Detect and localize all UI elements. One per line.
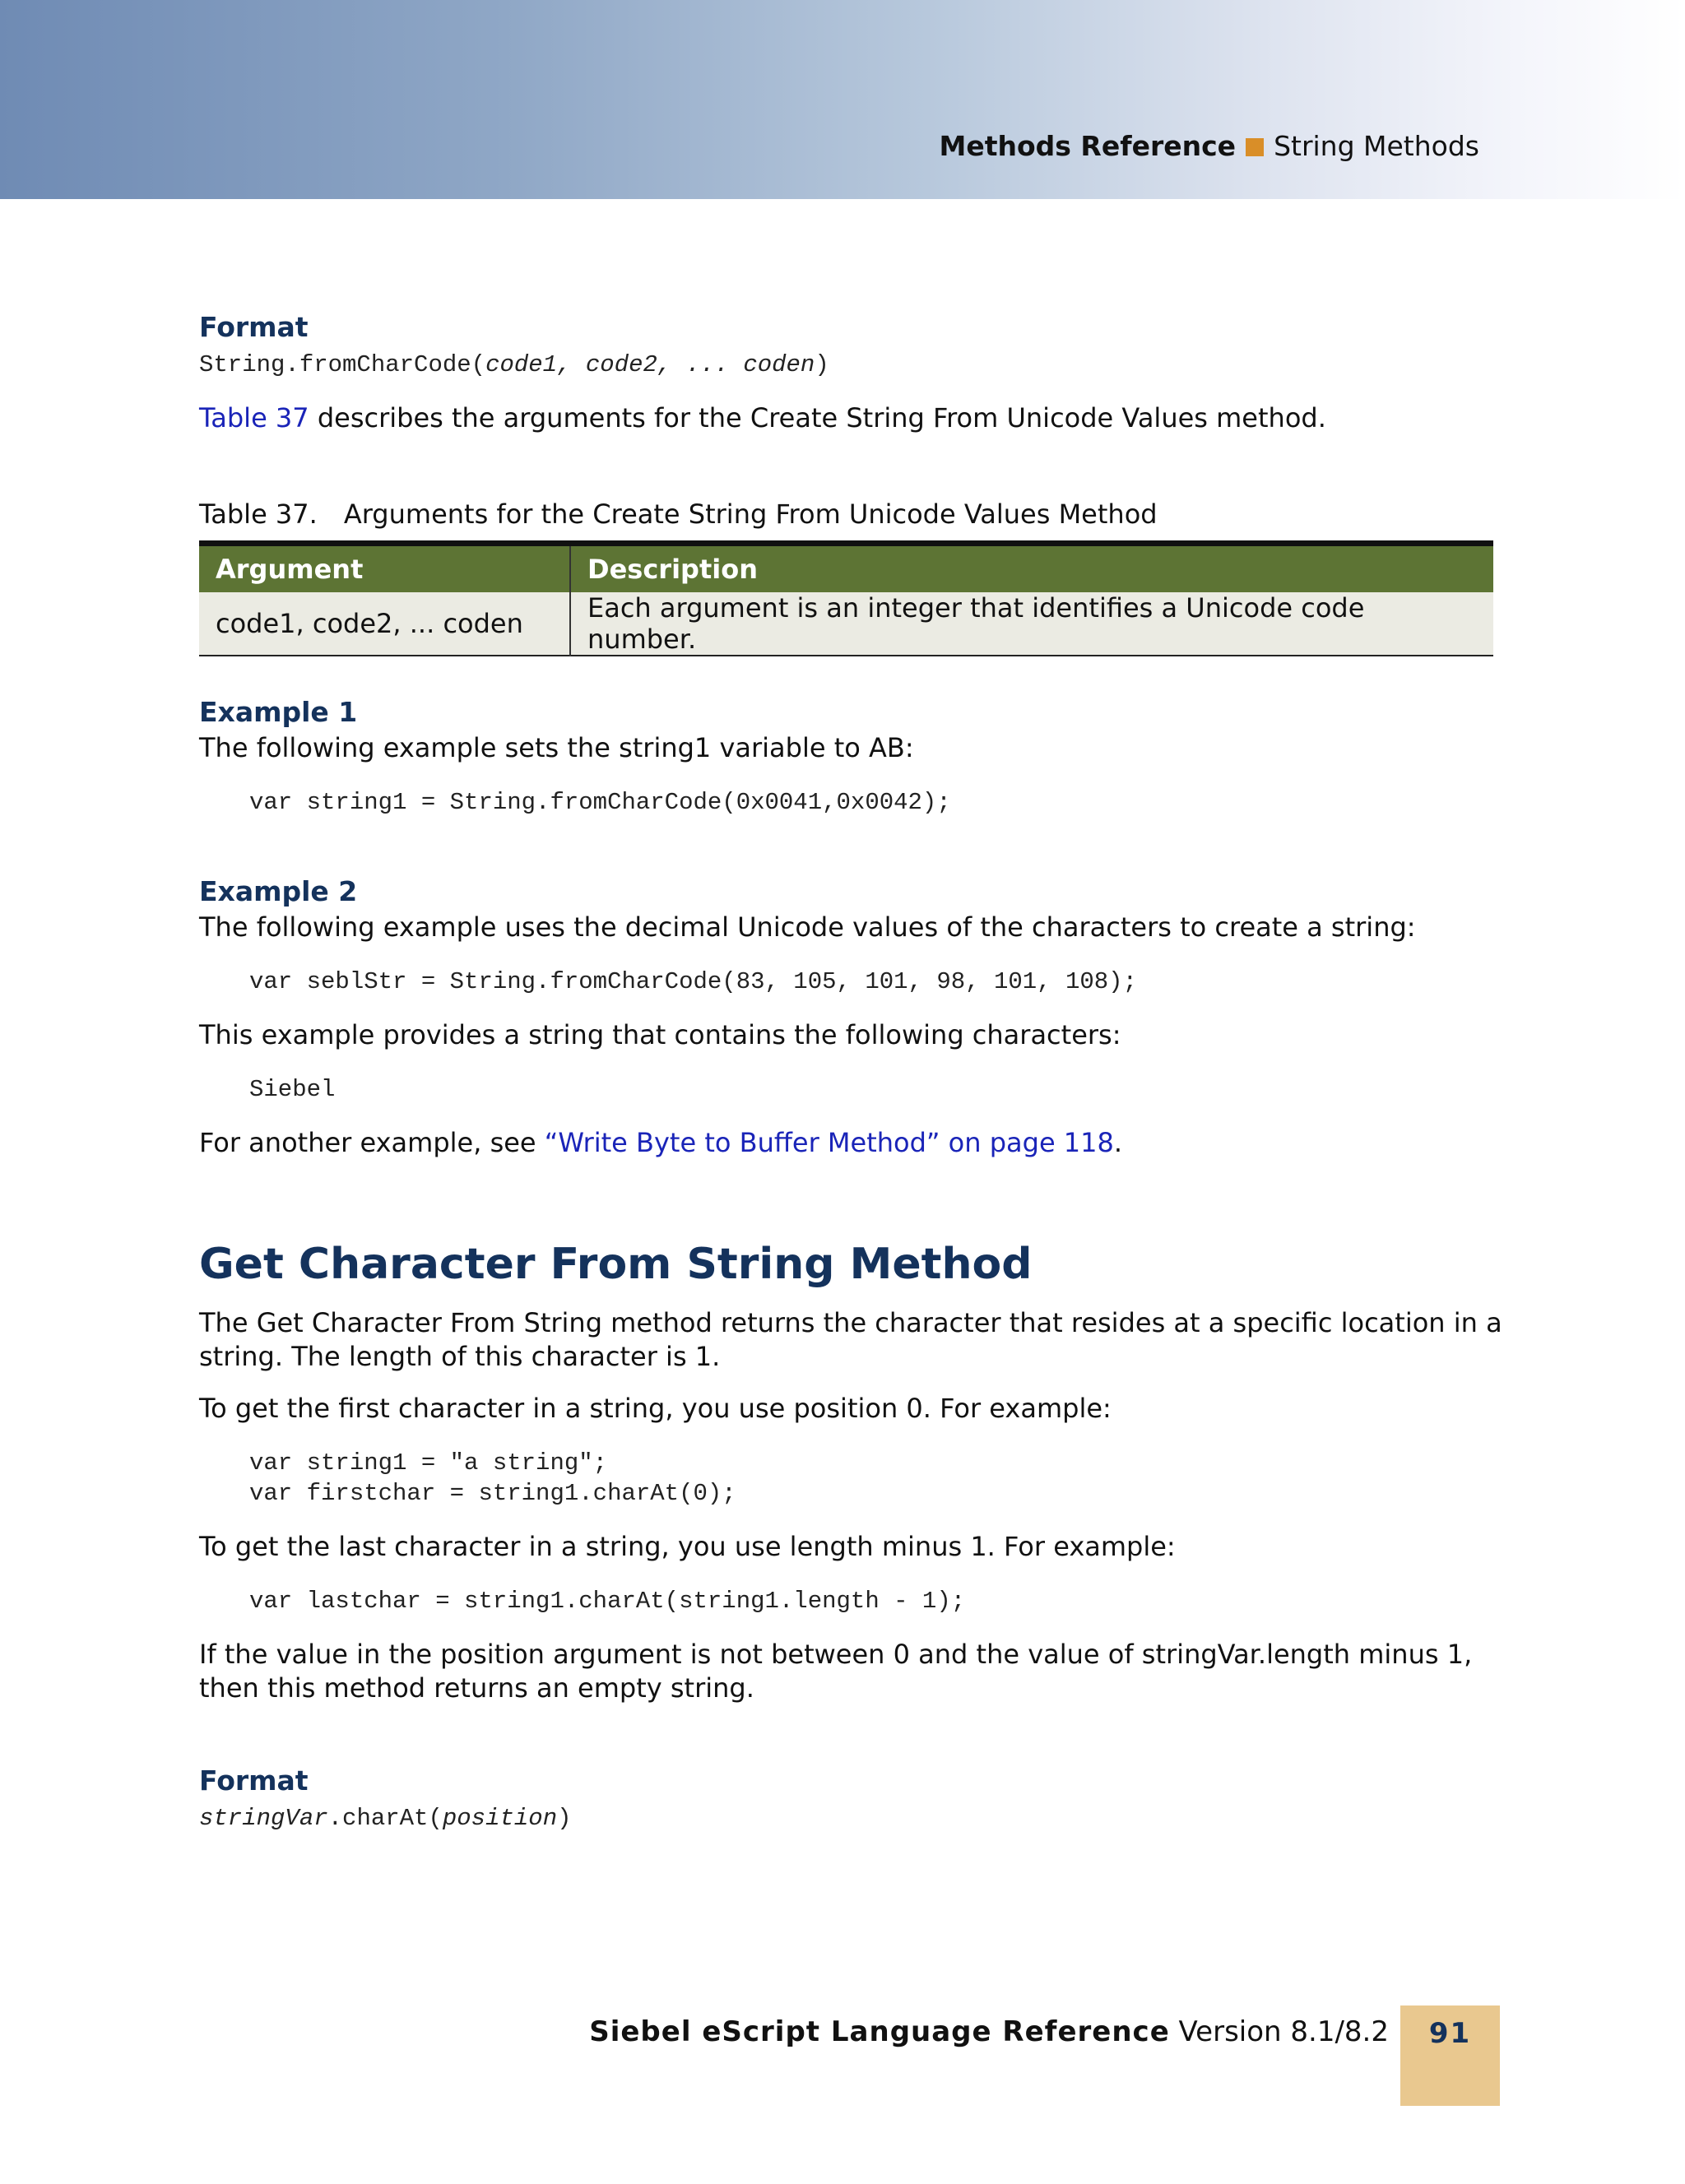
table-caption: Table 37. Arguments for the Create String From Unicode Values Method — [199, 498, 1158, 530]
header-band — [0, 0, 1685, 199]
section-para-2: To get the first character in a string, you use position 0. For example: — [199, 1393, 1112, 1424]
format-code — [199, 350, 829, 381]
arguments-table — [199, 540, 1493, 656]
code-first-char-line-1: var string1 = "a string"; — [249, 1449, 608, 1477]
page-number-box — [1400, 2005, 1500, 2106]
code-first-char-line-2: var firstchar = string1.charAt(0); — [249, 1480, 736, 1507]
example-2-code: var seblStr = String.fromCharCode(83, 105, 101, 98, 101, 108); — [249, 968, 1137, 995]
see-also-prefix: For another example, see — [199, 1127, 545, 1158]
section-heading: Get Character From String Method — [199, 1240, 1033, 1289]
write-byte-link[interactable]: “Write Byte to Buffer Method” on page 118 — [544, 1127, 1114, 1158]
example-2-result-code: Siebel — [249, 1076, 336, 1103]
table-header-row — [199, 544, 1493, 593]
section-para-1-line-1: The Get Character From String method returns the character that resides at a specific location in a — [199, 1307, 1502, 1338]
example-1-heading: Example 1 — [199, 696, 358, 728]
format-2-code-arg: position — [442, 1805, 558, 1832]
section-para-4-line-1: If the value in the position argument is not between 0 and the value of stringVar.length minus 1, — [199, 1639, 1473, 1670]
example-1-code: var string1 = String.fromCharCode(0x0041,0x0042); — [249, 789, 951, 816]
footer — [589, 2014, 1389, 2050]
format-2-code-method: .charAt( — [327, 1805, 443, 1832]
see-also-suffix: . — [1113, 1127, 1123, 1158]
footer-book-title: Siebel eScript Language Reference — [589, 2015, 1170, 2048]
format-code-args: code1, code2, ... coden — [485, 351, 815, 378]
format-2-heading: Format — [199, 1764, 309, 1797]
format-code-suffix: ) — [815, 351, 829, 378]
description-cell: Each argument is an integer that identifies a Unicode code number. — [570, 592, 1493, 656]
section-para-3: To get the last character in a string, you use length minus 1. For example: — [199, 1531, 1176, 1562]
footer-version: Version 8.1/8.2 — [1169, 2015, 1389, 2048]
section-para-4-line-2: then this method returns an empty string. — [199, 1672, 754, 1704]
see-also — [199, 1126, 1122, 1160]
example-1-text: The following example sets the string1 variable to AB: — [199, 732, 914, 763]
example-2-heading: Example 2 — [199, 875, 358, 907]
argument-cell: code1, code2, ... coden — [199, 592, 570, 656]
chapter-title: Methods Reference — [939, 130, 1237, 162]
format-code-prefix: String.fromCharCode( — [199, 351, 486, 378]
page-number: 91 — [1428, 2017, 1472, 2050]
table-37-link[interactable]: Table 37 — [199, 402, 309, 434]
section-para-1-line-2: string. The length of this character is 1. — [199, 1341, 721, 1372]
format-heading: Format — [199, 311, 309, 343]
column-header-description: Description — [570, 544, 1493, 593]
running-head — [940, 128, 1479, 165]
example-2-result-text: This example provides a string that contains the following characters: — [199, 1019, 1121, 1050]
format-2-code — [199, 1803, 572, 1834]
format-2-code-suffix: ) — [557, 1805, 572, 1832]
table-intro — [199, 401, 1326, 435]
separator-square-icon — [1246, 138, 1264, 156]
column-header-argument: Argument — [199, 544, 570, 593]
section-title-header: String Methods — [1274, 130, 1479, 162]
example-2-text: The following example uses the decimal Unicode values of the characters to create a string: — [199, 911, 1416, 943]
table-row — [199, 592, 1493, 656]
table-intro-text: describes the arguments for the Create String From Unicode Values method. — [309, 402, 1326, 434]
format-2-code-obj: stringVar — [199, 1805, 328, 1832]
code-last-char: var lastchar = string1.charAt(string1.length - 1); — [249, 1588, 966, 1615]
